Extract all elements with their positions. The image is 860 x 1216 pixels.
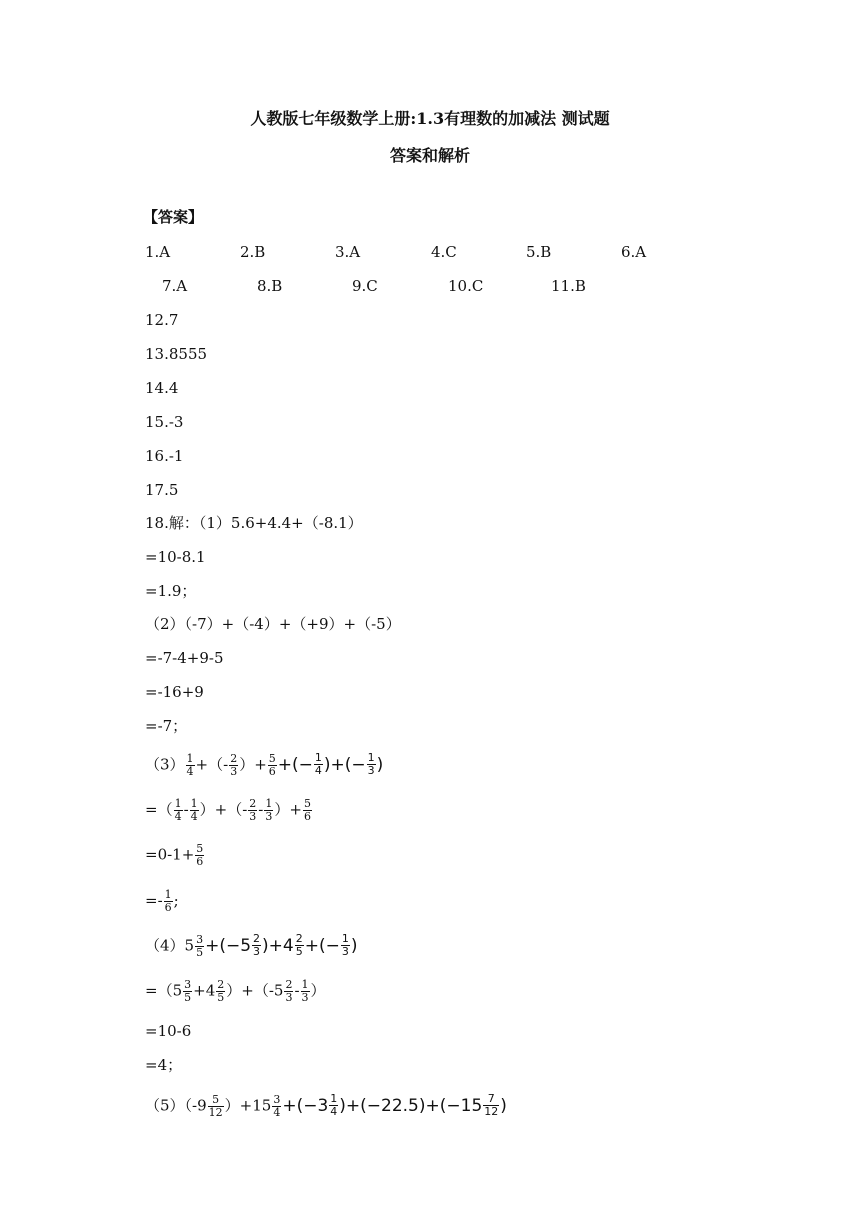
- solution-line: =10-8.1: [145, 548, 206, 566]
- fill-answer: 17.5: [145, 481, 179, 499]
- solution-line: =- $\frac{1}{6}$ ;: [145, 888, 179, 914]
- document-subtitle: 答案和解析: [389, 146, 470, 165]
- document-title: 人教版七年级数学上册:1.3有理数的加减法 测试题: [250, 109, 610, 128]
- solution-line: （4）5 $\frac{3}{5}$ +(−5 $\frac{2}{3}$ )+4 $\frac{2}{5}$ +(− $\frac{1}{3}$ ): [145, 932, 358, 959]
- fill-answer: 15.-3: [145, 413, 184, 431]
- choice-answer: 10.C: [448, 277, 484, 295]
- fill-answer: 14.4: [145, 379, 179, 397]
- choice-answer: 5.B: [526, 243, 552, 261]
- choice-answer: 11.B: [551, 277, 586, 295]
- choice-answer: 8.B: [257, 277, 283, 295]
- solution-line: =0-1+ $\frac{5}{6}$: [145, 842, 204, 868]
- solution-line: =（5 $\frac{3}{5}$ +4 $\frac{2}{5}$ ）+（-5 $\frac{2}{3}$ - $\frac{1}{3}$ ）: [145, 978, 326, 1004]
- solution-line: =-7；: [145, 717, 188, 735]
- choice-answer: 1.A: [145, 243, 171, 261]
- choice-answer: 4.C: [431, 243, 457, 261]
- fill-answer: 16.-1: [145, 447, 184, 465]
- solution-line: =4；: [145, 1056, 183, 1074]
- solution-line: =10-6: [145, 1022, 192, 1040]
- solution-line: =1.9；: [145, 582, 197, 600]
- solution-line: =（ $\frac{1}{4}$ - $\frac{1}{4}$ ）+（- $\frac{2}{3}$ - $\frac{1}{3}$ ）+ $\frac{5}{6}$: [145, 797, 311, 823]
- solution-line: 18.解：（1）5.6+4.4+（-8.1）: [145, 514, 363, 532]
- solution-line: （5）（-9 $\frac{5}{12}$ ）+15 $\frac{3}{4}$ +(−3 $\frac{1}{4}$ )+(−22.5)+(−15 $\frac{7}{12}$ ): [145, 1092, 507, 1119]
- solution-line: =-16+9: [145, 683, 204, 701]
- choice-answer: 9.C: [352, 277, 378, 295]
- solution-line: =-7-4+9-5: [145, 649, 224, 667]
- answer-heading: 【答案】: [143, 208, 204, 226]
- choice-answer: 3.A: [335, 243, 361, 261]
- choice-answer: 7.A: [162, 277, 188, 295]
- choice-answer: 2.B: [240, 243, 266, 261]
- solution-line: （2）（-7）+（-4）+（+9）+（-5）: [145, 615, 401, 633]
- choice-answer: 6.A: [621, 243, 647, 261]
- solution-line: （3） $\frac{1}{4}$ +（- $\frac{2}{3}$ ）+ $\frac{5}{6}$ +(− $\frac{1}{4}$ )+(− $\frac{1}{3}$ ): [145, 751, 384, 778]
- fill-answer: 13.8555: [145, 345, 208, 363]
- fill-answer: 12.7: [145, 311, 179, 329]
